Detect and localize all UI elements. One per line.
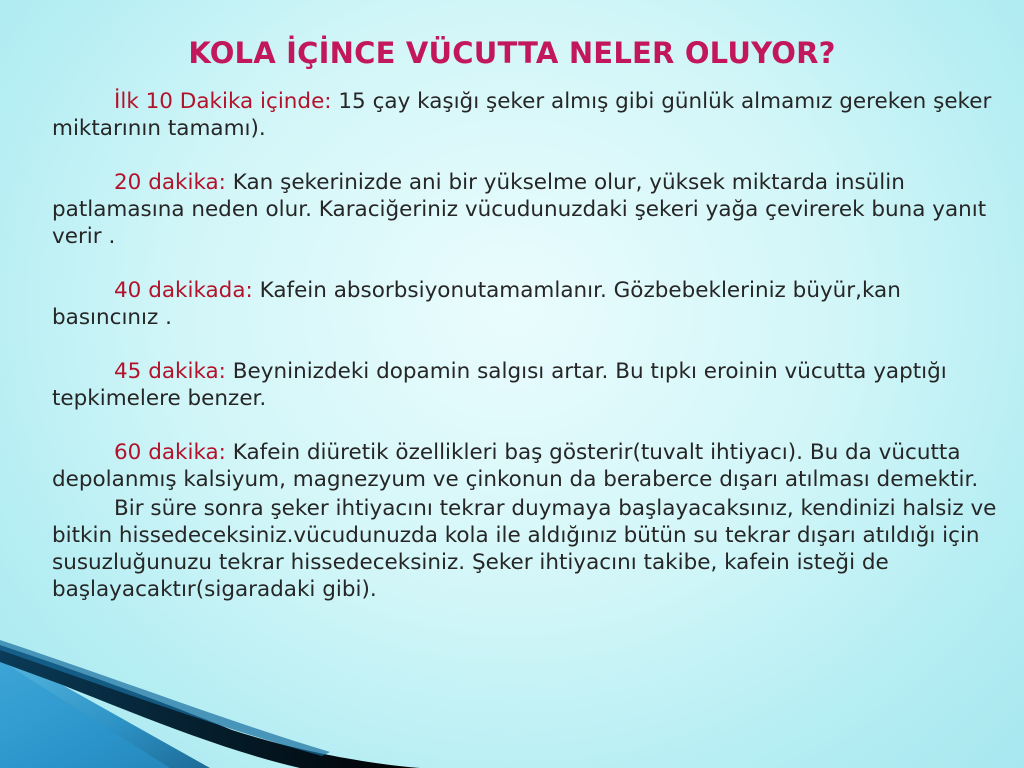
time-label: 60 dakika: <box>114 440 226 465</box>
time-label: 40 dakikada: <box>114 278 253 303</box>
paragraph-40-minutes <box>52 277 1012 331</box>
time-label: 45 dakika: <box>114 359 226 384</box>
time-label: İlk 10 Dakika içinde: <box>114 89 332 114</box>
paragraph-text: Beyninizdeki dopamin salgısı artar. Bu tıpkı eroinin vücutta yaptığı tepkimelere benzer. <box>52 359 947 411</box>
paragraph-text: Kan şekerinizde ani bir yükselme olur, yüksek miktarda insülin patlamasına neden olur. Karaciğeriniz vücudunuzdaki şekeri yağa çevirerek buna yanıt verir . <box>52 170 987 249</box>
paragraph-text: Bir süre sonra şeker ihtiyacını tekrar duymaya başlayacaksınız, kendinizi halsiz ve bitkin hissedeceksiniz.vücudunuzda kola ile aldığınız bütün su tekrar dışarı atıldığı için susuzluğunuzu tekrar hissedeceksiniz. Şeker ihtiyacını takibe, kafein isteği de başlayacaktır(sigaradaki gibi). <box>52 496 997 602</box>
time-label: 20 dakika: <box>114 170 226 195</box>
paragraph-text: Kafein diüretik özellikleri baş gösterir(tuvalt ihtiyacı). Bu da vücutta depolanmış kalsiyum, magnezyum ve çinkonun da beraberce dışarı atılması demektir. <box>52 440 979 492</box>
paragraph-text: 15 çay kaşığı şeker almış gibi günlük almamız gereken şeker miktarının tamamı). <box>52 89 992 141</box>
slide-body <box>52 88 1012 603</box>
paragraph-45-minutes <box>52 358 1012 412</box>
slide-title: KOLA İÇİNCE VÜCUTTA NELER OLUYOR? <box>188 36 836 70</box>
paragraph-text: Kafein absorbsiyonutamamlanır. Gözbebekleriniz büyür,kan basıncınız . <box>52 278 901 330</box>
paragraph-later <box>52 495 1012 603</box>
paragraph-10-minutes <box>52 88 1012 142</box>
paragraph-20-minutes <box>52 169 1012 250</box>
paragraph-60-minutes <box>52 439 1012 493</box>
